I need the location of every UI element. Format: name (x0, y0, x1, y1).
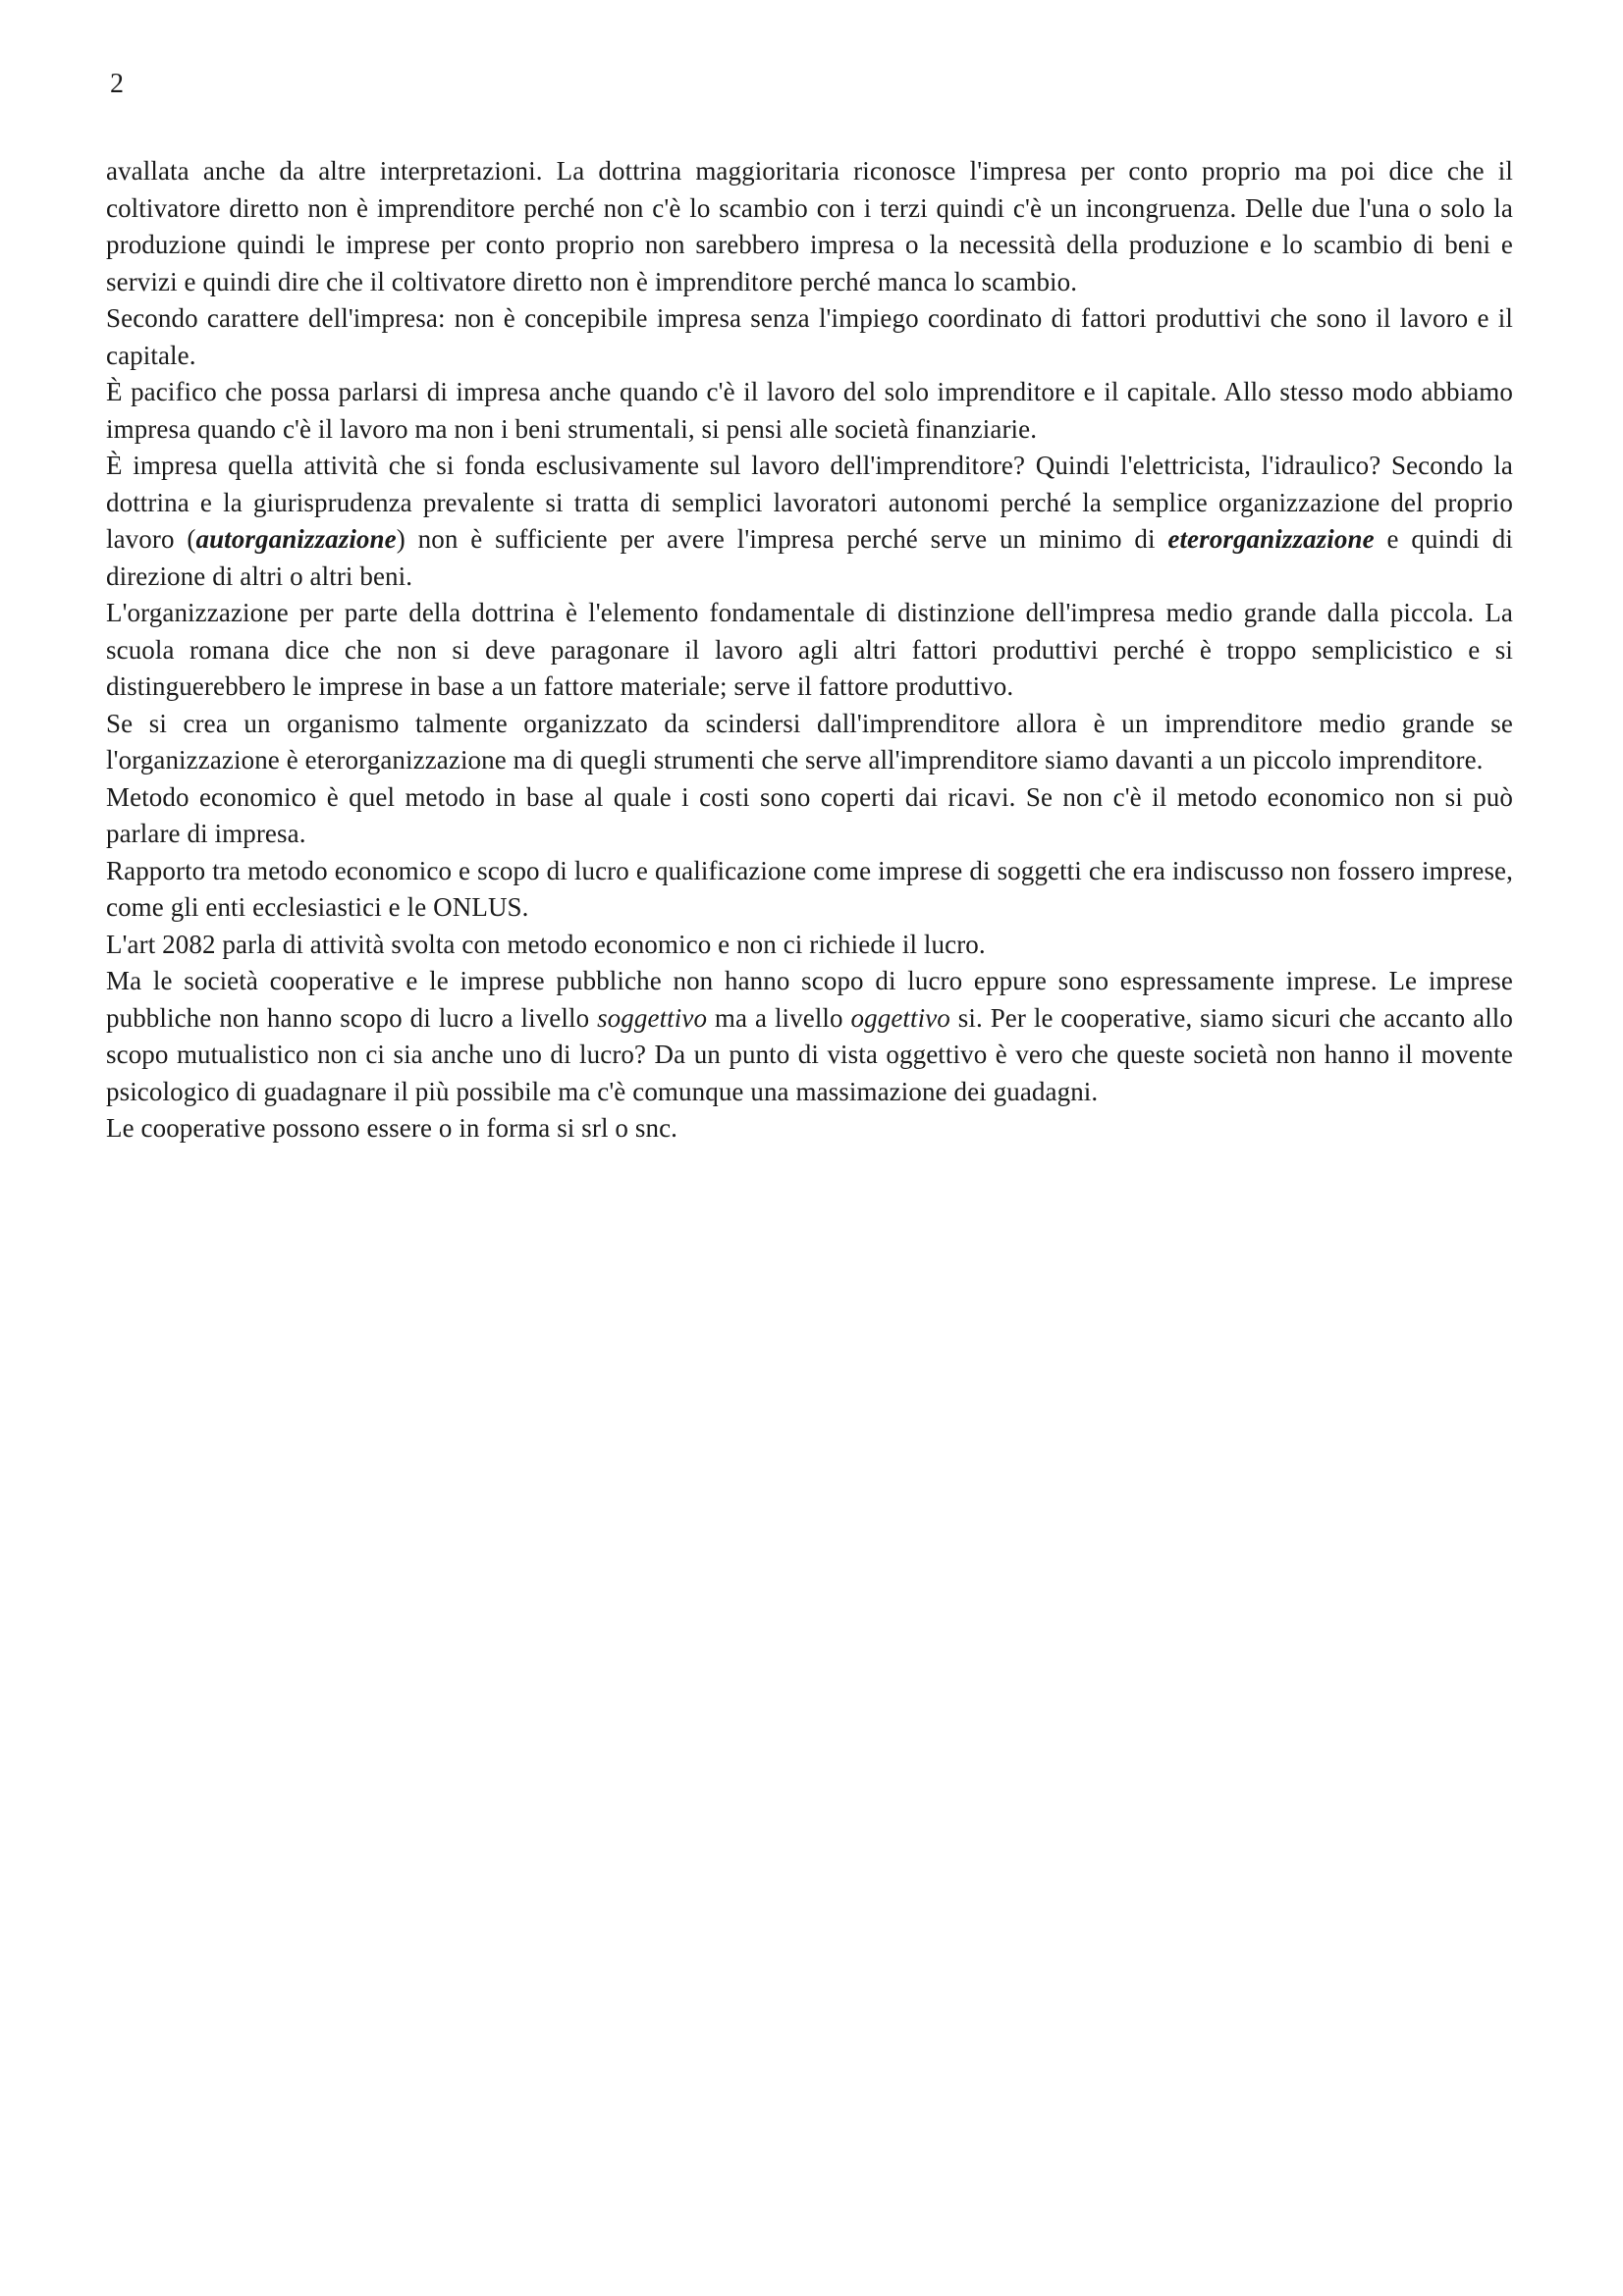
text-run: È pacifico che possa parlarsi di impresa anche quando c'è il lavoro del solo imprenditore e il capitale. Allo stesso modo abbiamo impresa quando c'è il lavoro ma non i beni strumentali, si pensi alle società finanziarie. (106, 377, 1513, 444)
paragraph (106, 927, 1513, 964)
text-run: Le cooperative possono essere o in forma si srl o snc. (106, 1113, 677, 1143)
text-run: ) non è sufficiente per avere l'impresa perché serve un minimo di (396, 524, 1168, 554)
paragraph (106, 448, 1513, 595)
paragraph (106, 779, 1513, 853)
page-number: 2 (110, 69, 124, 99)
text-run: L'art 2082 parla di attività svolta con metodo economico e non ci richiede il lucro. (106, 929, 986, 959)
term-oggettivo: oggettivo (850, 1002, 950, 1033)
text-run: avallata anche da altre interpretazioni. La dottrina maggioritaria riconosce l'impresa per conto proprio ma poi dice che il coltivatore diretto non è imprenditore perché non c'è lo scambio con i terzi quindi c'è un incongruenza. Delle due l'una o solo la produzione quindi le imprese per conto proprio non sarebbero impresa o la necessità della produzione e lo scambio di beni e servizi e quindi dire che il coltivatore diretto non è imprenditore perché manca lo scambio. (106, 156, 1513, 296)
term-eterorganizzazione: eterorganizzazione (1167, 524, 1375, 554)
text-run: L'organizzazione per parte della dottrina è l'elemento fondamentale di distinzione dell'impresa medio grande dalla piccola. La scuola romana dice che non si deve paragonare il lavoro agli altri fattori produttivi perché è troppo semplicistico e si distinguerebbero le imprese in base a un fattore materiale; serve il fattore produttivo. (106, 598, 1513, 701)
term-autorganizzazione: autorganizzazione (195, 524, 397, 554)
text-run: si. Per le cooperative, siamo sicuri che accanto allo scopo mutualistico non ci sia anche uno di lucro? Da un punto di vista oggettivo è vero che queste società non hanno il movente psicologico di guadagnare il più possibile ma c'è comunque una massimazione dei guadagni. (106, 1002, 1514, 1106)
text-run: Rapporto tra metodo economico e scopo di lucro e qualificazione come imprese di soggetti che era indiscusso non fossero imprese, come gli enti ecclesiastici e le ONLUS. (106, 855, 1513, 922)
text-run: Secondo carattere dell'impresa: non è concepibile impresa senza l'impiego coordinato di fattori produttivi che sono il lavoro e il capitale. (106, 303, 1513, 370)
paragraph (106, 595, 1513, 706)
paragraph (106, 706, 1513, 779)
paragraph (106, 963, 1513, 1110)
text-run: ma a livello (707, 1002, 851, 1033)
text-run: Ma le società cooperative e le imprese pubbliche non hanno scopo di lucro eppure sono espressamente imprese. Le imprese pubbliche non hanno scopo di lucro a livello (106, 966, 1513, 1033)
text-run: e quindi di direzione di altri o altri beni. (106, 524, 1513, 591)
text-run: Metodo economico è quel metodo in base al quale i costi sono coperti dai ricavi. Se non c'è il metodo economico non si può parlare di impresa. (106, 781, 1513, 848)
document-body (106, 153, 1513, 1148)
paragraph (106, 153, 1513, 300)
paragraph (106, 853, 1513, 927)
paragraph (106, 374, 1513, 448)
text-run: Se si crea un organismo talmente organizzato da scindersi dall'imprenditore allora è un imprenditore medio grande se l'organizzazione è eterorganizzazione ma di quegli strumenti che serve all'imprenditore siamo davanti a un piccolo imprenditore. (106, 708, 1513, 774)
paragraph (106, 300, 1513, 374)
paragraph (106, 1110, 1513, 1148)
term-soggettivo: soggettivo (597, 1002, 708, 1033)
text-run: È impresa quella attività che si fonda esclusivamente sul lavoro dell'imprenditore? Quindi l'elettricista, l'idraulico? Secondo la dottrina e la giurisprudenza prevalente si tratta di semplici lavoratori autonomi perché la semplice organizzazione del proprio lavoro ( (106, 451, 1513, 554)
